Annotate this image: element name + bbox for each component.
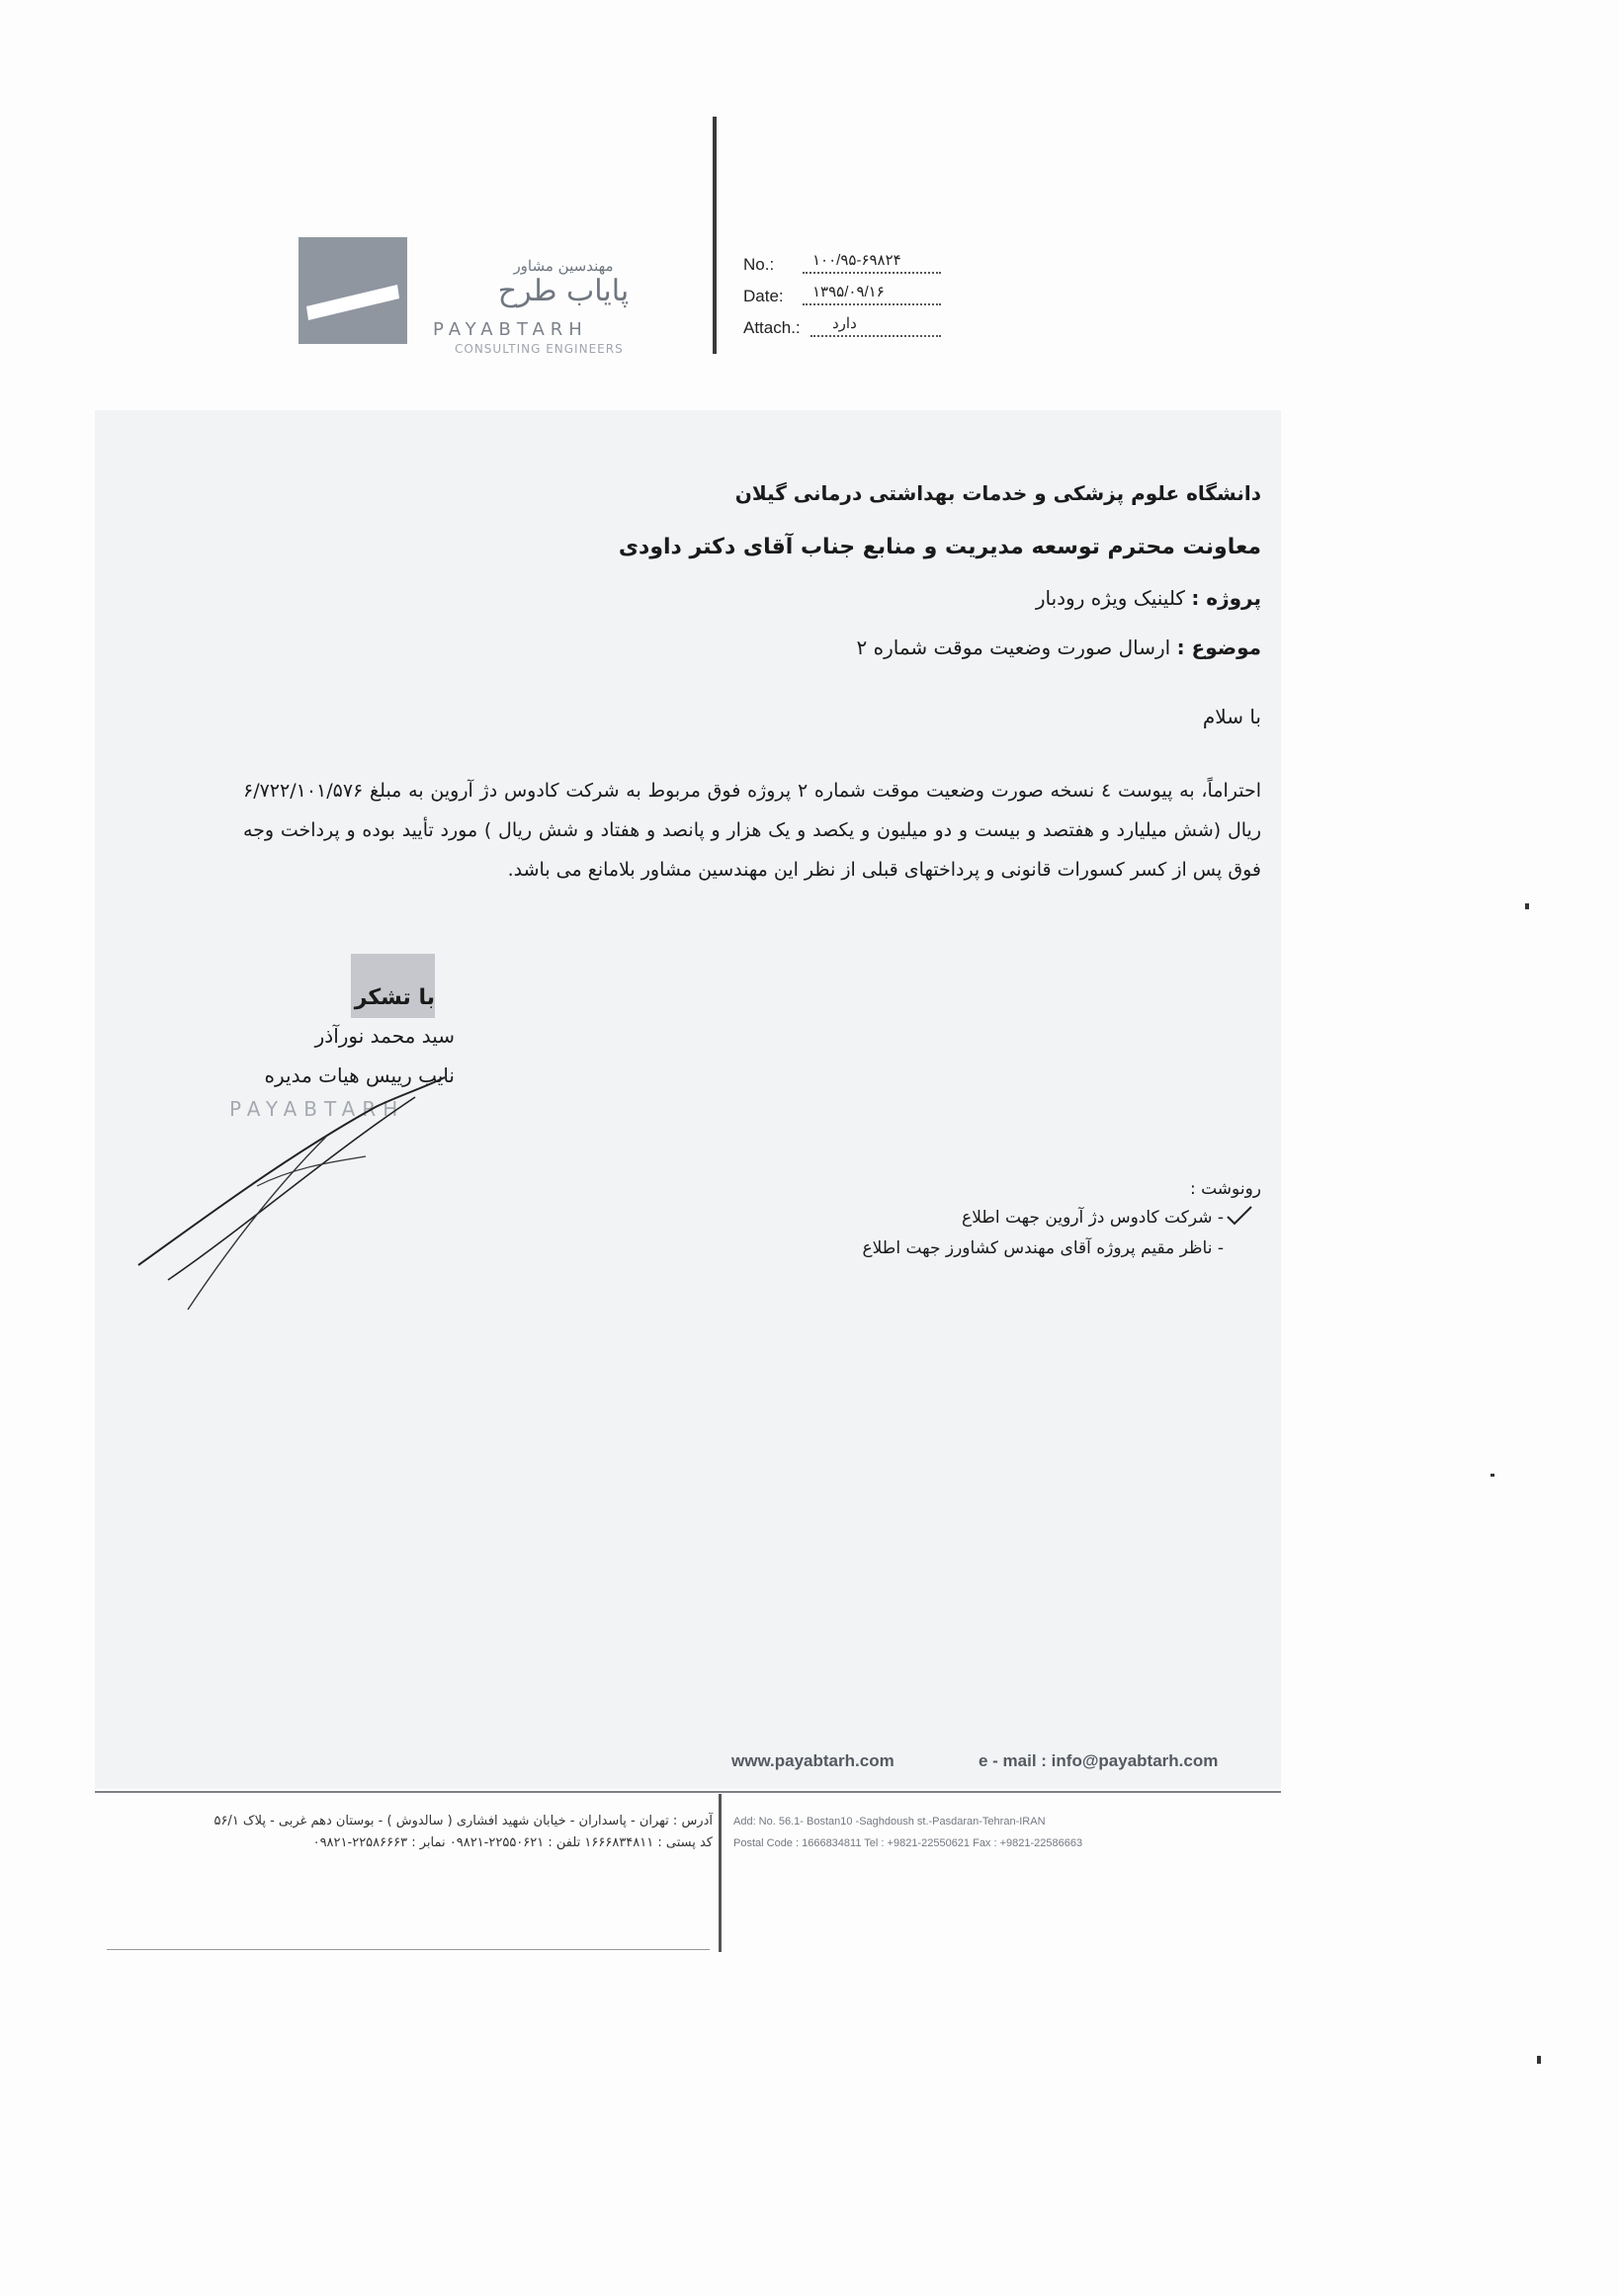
cc-label: رونوشت :: [1189, 1179, 1261, 1199]
scan-speck: [1537, 2056, 1541, 2064]
dotted-line: [803, 272, 941, 274]
closing: با تشکر: [354, 985, 435, 1010]
letter-date-label: Date:: [743, 287, 784, 305]
address-en-line: Postal Code : 1666834811 Tel : +9821-22550621 Fax : +9821-22586663: [733, 1837, 1083, 1849]
subject-line: [857, 636, 1261, 659]
subject-value: ارسال صورت وضعیت موقت شماره ۲: [856, 636, 1171, 659]
project-value: کلینیک ویژه رودبار: [1035, 586, 1185, 610]
subject-label: موضوع :: [1176, 636, 1261, 659]
letter-attach-value: دارد: [832, 315, 857, 332]
letter-number-label: No.:: [743, 255, 775, 274]
project-label: پروژه :: [1191, 586, 1261, 610]
address-fa: [80, 1811, 713, 1854]
email: e - mail : info@payabtarh.com: [979, 1751, 1219, 1770]
address-en-line: Add: No. 56.1- Bostan10 -Saghdoush st.-Pasdaran-Tehran-IRAN: [733, 1816, 1046, 1828]
footer-vertical-divider: [719, 1794, 722, 1952]
cc-item: - شرکت کادوس دژ آروین جهت اطلاع: [962, 1208, 1224, 1228]
scan-speck: [1525, 903, 1529, 909]
address-fa-line: آدرس : تهران - پاسداران - خیابان شهید افشاری ( سالدوش ) - بوستان دهم غربی - پلاک ۵۶/۱: [213, 1814, 713, 1828]
greeting: با سلام: [1202, 705, 1261, 728]
letter-number-value: ۱۰۰/۹۵-۶۹۸۲۴: [812, 252, 901, 269]
letter-meta: [743, 249, 941, 344]
address-en: [733, 1811, 1247, 1854]
brand-fa-small: مهندسین مشاور: [513, 257, 614, 275]
footer-divider: [95, 1791, 1281, 1793]
letter-date-value: ۱۳۹۵/۰۹/۱۶: [812, 284, 885, 300]
website: www.payabtarh.com: [731, 1751, 895, 1770]
signer-title: نایب رییس هیات مدیره: [264, 1063, 455, 1087]
project-line: [1036, 586, 1261, 610]
recipient: معاونت محترم توسعه مدیریت و منابع جناب آقای دکتر داودی: [618, 535, 1261, 559]
scan-speck: [1491, 1474, 1494, 1477]
brand-name-fa: [465, 257, 662, 308]
stamp-text: PAYABTARH: [229, 1097, 405, 1121]
cc-item: - ناظر مقیم پروژه آقای مهندس کشاورز جهت اطلاع: [862, 1238, 1224, 1258]
letter-number-row: [743, 249, 941, 281]
dotted-line: [803, 303, 941, 305]
brand-subtitle: CONSULTING ENGINEERS: [455, 342, 624, 356]
recipient-organization: دانشگاه علوم پزشکی و خدمات بهداشتی درمانی گیلان: [734, 481, 1261, 505]
letter-date-row: [743, 281, 941, 312]
letter-body: احتراماً، به پیوست ٤ نسخه صورت وضعیت موقت شماره ۲ پروژه فوق مربوط به شرکت کادوس دژ آروین به مبلغ ۶/۷۲۲/۱۰۱/۵۷۶ ریال (شش میلیارد و هفتصد و بیست و دو میلیون و یکصد و یک هزار و پانصد و هفتاد و شش ریال ) مورد تأیید بوده و پرداخت وجه فوق پس از کسر کسورات قانونی و پرداختهای قبلی از نظر این مهندسین مشاور بلامانع می باشد.: [243, 780, 1262, 881]
check-mark-icon: [1226, 1205, 1253, 1227]
brand-name-en: PAYABTARH: [433, 319, 588, 340]
letterhead-divider: [713, 117, 717, 354]
address-fa-line: کد پستی : ۱۶۶۶۸۳۴۸۱۱ تلفن : ۲۲۵۵۰۶۲۱-۰۹۸۲۱ نمابر : ۲۲۵۸۶۶۶۳-۰۹۸۲۱: [312, 1835, 713, 1850]
brand-fa-big: پایاب طرح: [497, 274, 630, 308]
company-logo-icon: [298, 237, 407, 344]
dotted-line: [810, 335, 941, 337]
letter-attach-label: Attach.:: [743, 318, 801, 337]
signature-icon: [128, 1067, 455, 1315]
bottom-rule: [107, 1949, 710, 1950]
signer-name: سید محمد نورآذر: [314, 1024, 455, 1048]
letter-attach-row: [743, 312, 941, 344]
